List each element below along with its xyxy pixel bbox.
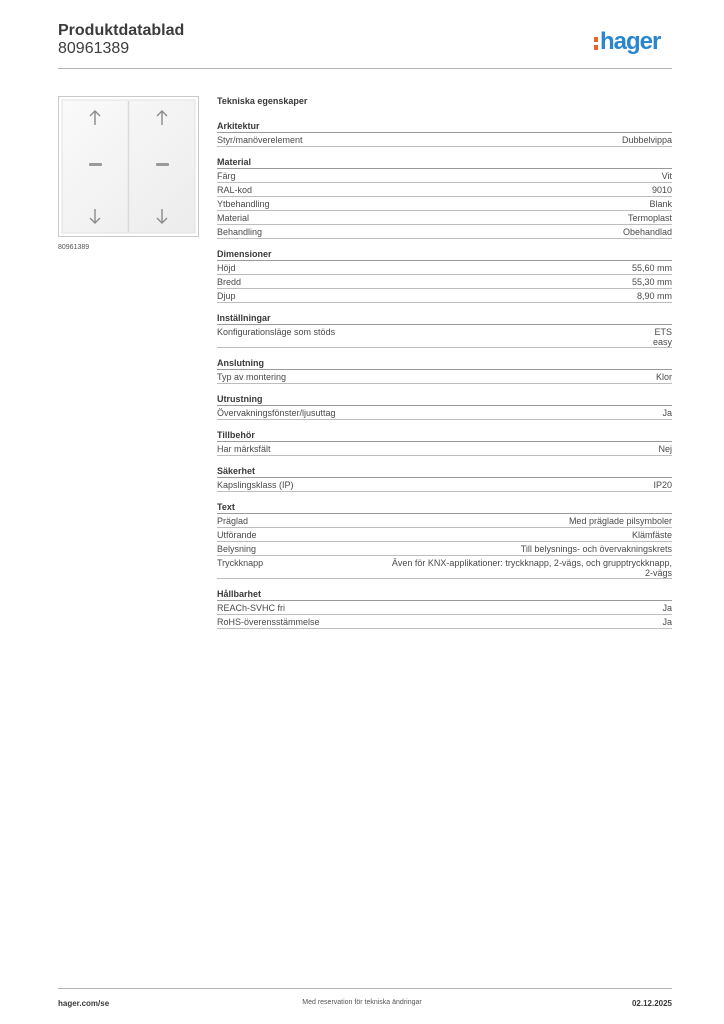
page-title: Produktdatablad (58, 22, 185, 39)
spec-value-line: 2-vägs (644, 568, 672, 578)
spec-label: Ytbehandling (217, 199, 270, 209)
spec-value-line: IP20 (653, 480, 672, 490)
spec-label: Utförande (217, 530, 257, 540)
spec-row (217, 406, 672, 420)
product-number: 80961389 (58, 40, 130, 57)
spec-group-title: Anslutning (217, 357, 672, 370)
logo-dots-icon (594, 35, 598, 51)
spec-value (632, 263, 672, 274)
spec-value (662, 603, 672, 614)
spec-label: RoHS-överensstämmelse (217, 617, 320, 627)
indicator-window (89, 163, 102, 166)
spec-group-title: Text (217, 501, 672, 514)
spec-row (217, 601, 672, 615)
spec-group (217, 465, 672, 492)
spec-label: Kapslingsklass (IP) (217, 480, 294, 490)
spec-row (217, 289, 672, 303)
spec-row (217, 442, 672, 456)
spec-value (637, 291, 672, 302)
spec-group-title: Arkitektur (217, 120, 672, 133)
spec-row (217, 478, 672, 492)
spec-label: Bredd (217, 277, 242, 287)
spec-row (217, 556, 672, 579)
spec-group-title: Tillbehör (217, 429, 672, 442)
spec-row (217, 211, 672, 225)
spec-group (217, 588, 672, 629)
spec-value (521, 544, 672, 555)
spec-row (217, 197, 672, 211)
spec-value-line: Klämfäste (631, 530, 672, 540)
spec-row (217, 169, 672, 183)
hager-logo (594, 28, 660, 56)
spec-group (217, 312, 672, 348)
spec-value-line: Nej (658, 444, 672, 454)
spec-group-title: Säkerhet (217, 465, 672, 478)
product-image (58, 96, 199, 237)
spec-value-line: Till belysnings- och övervakningskrets (520, 544, 672, 554)
specs-title: Tekniska egenskaper (217, 96, 308, 106)
spec-value (623, 227, 672, 238)
header-divider (58, 68, 672, 69)
spec-label: Färg (217, 171, 236, 181)
spec-label: Tryckknapp (217, 558, 264, 568)
spec-value (652, 185, 672, 196)
spec-value-line: Med präglade pilsymboler (568, 516, 672, 526)
spec-label: Övervakningsfönster/ljusuttag (217, 408, 336, 418)
spec-value (658, 444, 672, 455)
spec-row (217, 542, 672, 556)
footer-date: 02.12.2025 (631, 999, 672, 1008)
spec-value (632, 277, 672, 288)
spec-label: Har märksfält (217, 444, 271, 454)
spec-value-line: Vit (661, 171, 672, 181)
spec-value-line: 9010 (651, 185, 672, 195)
technical-specs (217, 96, 672, 638)
spec-label: Konfigurationsläge som stöds (217, 327, 336, 337)
spec-group (217, 248, 672, 303)
footer-divider (58, 988, 672, 989)
spec-value (653, 327, 672, 347)
spec-row (217, 261, 672, 275)
spec-row (217, 615, 672, 629)
spec-value (662, 171, 672, 182)
spec-group-title: Dimensioner (217, 248, 672, 261)
spec-value (649, 199, 672, 210)
spec-value-line: Obehandlad (622, 227, 672, 237)
spec-value (392, 558, 672, 578)
spec-value (662, 617, 672, 628)
spec-group-title: Utrustning (217, 393, 672, 406)
spec-group-title: Inställningar (217, 312, 672, 325)
spec-label: Behandling (217, 227, 263, 237)
spec-group (217, 429, 672, 456)
spec-value (656, 372, 672, 383)
spec-row (217, 225, 672, 239)
spec-value-line: easy (652, 337, 672, 347)
spec-value-line: Även för KNX-applikationer: tryckknapp, 2-vägs, och grupptryckknapp, (391, 558, 672, 568)
spec-value (662, 408, 672, 419)
spec-value-line: Dubbelvippa (621, 135, 672, 145)
spec-label: Styr/manöverelement (217, 135, 303, 145)
spec-value-line: Termoplast (627, 213, 672, 223)
spec-group (217, 357, 672, 384)
spec-groups (217, 120, 672, 629)
spec-value (628, 213, 672, 224)
spec-label: REACh-SVHC fri (217, 603, 286, 613)
spec-value (653, 480, 672, 491)
footer-website: hager.com/se (58, 999, 110, 1008)
spec-label: Höjd (217, 263, 236, 273)
spec-value-line: 55,30 mm (631, 277, 672, 287)
spec-row (217, 514, 672, 528)
spec-group-title: Hållbarhet (217, 588, 672, 601)
spec-value-line: Klor (655, 372, 672, 382)
spec-group (217, 393, 672, 420)
spec-group-title: Material (217, 156, 672, 169)
spec-value (622, 135, 672, 146)
spec-label: Belysning (217, 544, 257, 554)
spec-value (632, 530, 672, 541)
spec-value (569, 516, 672, 527)
spec-row (217, 528, 672, 542)
spec-label: Material (217, 213, 250, 223)
spec-row (217, 133, 672, 147)
image-caption: 80961389 (58, 244, 90, 251)
spec-group (217, 120, 672, 147)
spec-value-line: 55,60 mm (631, 263, 672, 273)
spec-value-line: ETS (654, 327, 672, 337)
spec-value-line: Blank (649, 199, 672, 209)
spec-value-line: Ja (662, 603, 672, 613)
footer-disclaimer: Med reservation för tekniska ändringar (302, 999, 422, 1006)
spec-row (217, 370, 672, 384)
push-button-illustration (59, 97, 198, 236)
spec-group (217, 501, 672, 579)
spec-value-line: 8,90 mm (636, 291, 672, 301)
spec-row (217, 183, 672, 197)
spec-row (217, 325, 672, 348)
logo-text: hager (600, 28, 661, 55)
spec-group (217, 156, 672, 239)
spec-value-line: Ja (662, 617, 672, 627)
indicator-window (156, 163, 169, 166)
spec-row (217, 275, 672, 289)
spec-label: Typ av montering (217, 372, 287, 382)
spec-label: RAL-kod (217, 185, 253, 195)
spec-label: Djup (217, 291, 236, 301)
spec-value-line: Ja (662, 408, 672, 418)
spec-label: Präglad (217, 516, 249, 526)
